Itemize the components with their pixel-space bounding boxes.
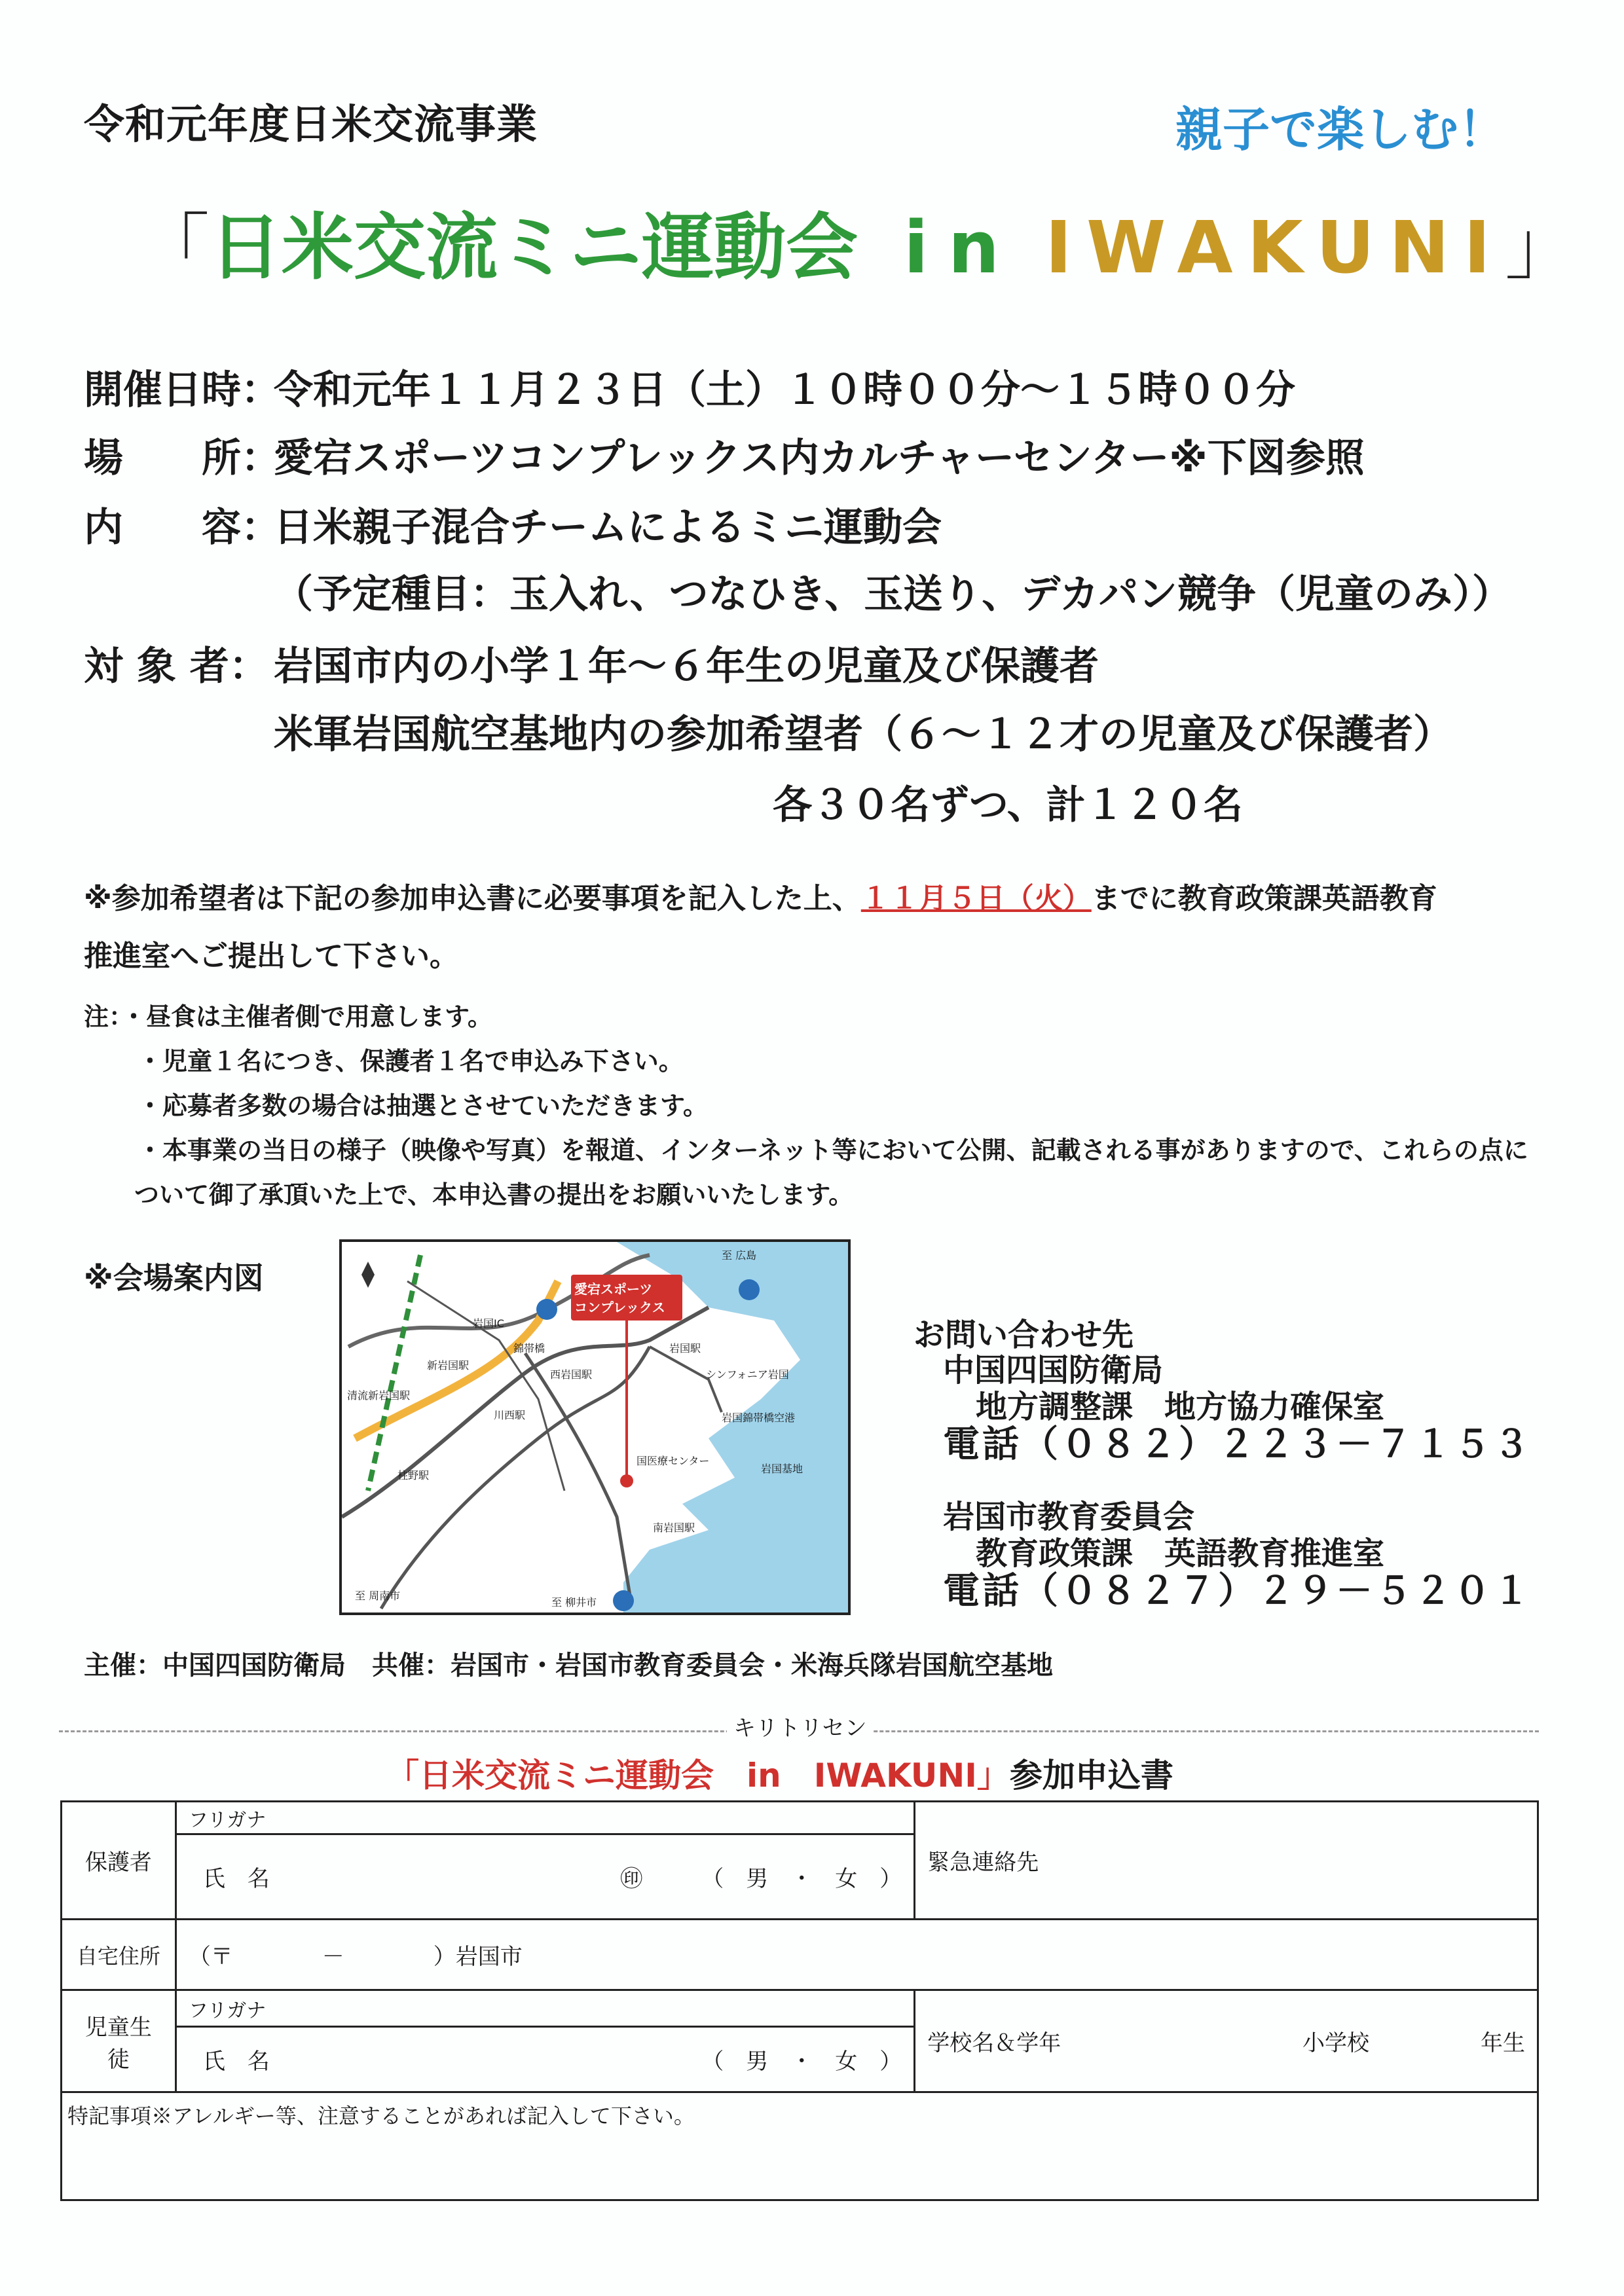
contact-phone-2: 電話（０８２７）２９－５２０１ — [943, 1570, 1532, 1613]
detail-value: 令和元年１１月２３日（土）１０時００分～１５時００分 — [274, 367, 1295, 413]
title-bracket-close: 」 — [1505, 206, 1578, 289]
contact-org-2: 岩国市教育委員会 — [943, 1499, 1195, 1535]
title-bracket-open: 「 — [138, 206, 210, 289]
map-label: 岩国駅 — [669, 1342, 701, 1355]
gender-selector[interactable]: （ 男 ・ 女 ） — [701, 1866, 902, 1892]
map-label: シンフォニア岩国 — [706, 1368, 789, 1381]
address-value: （〒 － ）岩国市 — [188, 1944, 523, 1970]
school-field[interactable] — [915, 1990, 1538, 2092]
child-furigana-field[interactable] — [175, 1990, 914, 2027]
detail-value: 日米親子混合チームによるミニ運動会 — [274, 505, 942, 551]
detail-target — [84, 635, 1099, 691]
application-instruction-2: 推進室へご提出して下さい。 — [84, 939, 458, 973]
detail-date — [84, 359, 1295, 415]
detail-events — [84, 563, 1511, 619]
remarks-field[interactable] — [62, 2092, 1538, 2200]
note-item: 注：・昼食は主催者側で用意します。 — [84, 1002, 492, 1031]
map-label: 至 広島 — [722, 1249, 757, 1262]
route-2-badge — [536, 1299, 557, 1320]
detail-content — [84, 496, 942, 553]
school-suffix: 小学校 — [1302, 2030, 1369, 2056]
guardian-name-field[interactable] — [175, 1834, 914, 1920]
map-label: 岩国IC — [473, 1317, 504, 1330]
application-instruction — [84, 875, 1437, 917]
grade-suffix: 年生 — [1481, 2030, 1525, 2056]
guardian-furigana-field[interactable] — [175, 1802, 914, 1834]
detail-value: （予定種目：玉入れ、つなひき、玉送り、デカパン競争（児童のみ）） — [274, 572, 1511, 617]
remarks-label: 特記事項※アレルギー等、注意することがあれば記入して下さい。 — [67, 2104, 695, 2128]
detail-label: 対 象 者： — [84, 644, 268, 689]
title-place: IWAKUNI — [1045, 206, 1505, 289]
map-label: 岩国基地 — [761, 1463, 803, 1475]
map-label: 川西駅 — [494, 1409, 526, 1421]
school-label: 学校名＆学年 — [927, 2030, 1061, 2056]
organizers: 主催：中国四国防衛局 共催：岩国市・岩国市教育委員会・米海兵隊岩国航空基地 — [84, 1650, 1053, 1681]
note-item: ・応募者多数の場合は抽選とさせていただきます。 — [138, 1091, 708, 1120]
map-label: 錦帯橋 — [513, 1342, 545, 1355]
title-in: in — [904, 206, 1020, 289]
application-post: までに教育政策課英語教育 — [1091, 882, 1437, 915]
form-title-main: 日米交流ミニ運動会 in IWAKUNI — [419, 1757, 977, 1795]
map-label: 岩国錦帯橋空港 — [722, 1412, 796, 1424]
emergency-contact-field[interactable] — [915, 1802, 1538, 1920]
guardian-name-row — [189, 1861, 902, 1893]
form-title-bracket: 」 — [976, 1757, 1010, 1795]
note-item: ・本事業の当日の様子（映像や写真）を報道、インターネット等において公開、記載される事がありますので、これらの点に — [138, 1136, 1528, 1165]
address-field[interactable] — [175, 1920, 1538, 1990]
north-arrow-icon — [361, 1262, 375, 1288]
form-title-bracket: 「 — [386, 1757, 419, 1795]
detail-value: 各３０名ずつ、計１２０名 — [773, 782, 1243, 828]
contact-dept-2: 教育政策課 英語教育推進室 — [976, 1535, 1385, 1572]
venue-marker — [620, 1474, 633, 1487]
catchphrase: 親子で楽しむ！ — [1175, 102, 1506, 157]
furigana-label: フリガナ — [188, 1808, 267, 1832]
detail-target-base — [84, 703, 1452, 759]
detail-value: 愛宕スポーツコンプレックス内カルチャーセンター※下図参照 — [274, 435, 1365, 481]
seal-and-gender — [620, 1861, 902, 1893]
guardian-label: 保護者 — [62, 1802, 176, 1920]
venue-label-line: 愛宕スポーツ — [574, 1281, 653, 1297]
application-form — [60, 1800, 1539, 2201]
detail-label: 内 容： — [84, 505, 280, 551]
event-title — [138, 190, 1577, 293]
application-pre: ※参加希望者は下記の参加申込書に必要事項を記入した上、 — [84, 882, 861, 915]
map-label: 清流新岩国駅 — [347, 1389, 411, 1402]
map-label: 至 周南市 — [355, 1590, 401, 1602]
name-label: 氏 名 — [202, 1866, 270, 1892]
venue-label — [574, 1280, 665, 1317]
route-2-badge-east — [739, 1279, 760, 1300]
detail-value: 米軍岩国航空基地内の参加希望者（６～１２才の児童及び保護者） — [274, 712, 1452, 757]
program-name: 令和元年度日米交流事業 — [84, 100, 538, 148]
detail-capacity — [773, 774, 1243, 830]
name-label: 氏 名 — [202, 2049, 270, 2075]
emergency-contact-label: 緊急連絡先 — [927, 1850, 1039, 1876]
map-label: 南岩国駅 — [653, 1522, 695, 1534]
detail-value: 岩国市内の小学１年～６年生の児童及び保護者 — [274, 644, 1099, 689]
school-row — [927, 2025, 1525, 2057]
shinkansen-line — [368, 1255, 420, 1491]
contact-heading: お問い合わせ先 — [913, 1317, 1134, 1353]
form-title-suffix: 参加申込書 — [1009, 1757, 1173, 1795]
note-item: ・児童１名につき、保護者１名で申込み下さい。 — [138, 1047, 684, 1076]
seal-mark: ㊞ — [620, 1866, 643, 1892]
contact-dept-1: 地方調整課 地方協力確保室 — [976, 1389, 1385, 1425]
map-heading: ※会場案内図 — [84, 1260, 264, 1296]
detail-label: 場 所： — [84, 435, 280, 481]
map-label: 至 柳井市 — [551, 1596, 597, 1609]
detail-place — [84, 427, 1365, 483]
gender-selector[interactable]: （ 男 ・ 女 ） — [701, 2049, 902, 2075]
detail-label: 開催日時： — [84, 367, 280, 413]
venue-map — [339, 1239, 851, 1615]
contact-phone-1: 電話（０８２）２２３－７１５３ — [943, 1423, 1532, 1466]
contact-org-1: 中国四国防衛局 — [943, 1352, 1164, 1389]
child-name-field[interactable] — [175, 2027, 914, 2092]
furigana-label: フリガナ — [188, 1999, 267, 2022]
map-label: 柱野駅 — [397, 1469, 430, 1482]
address-label: 自宅住所 — [62, 1920, 176, 1990]
route-188-badge — [613, 1590, 634, 1611]
deadline: １１月５日（火） — [860, 882, 1092, 915]
title-main: 日米交流ミニ運動会 — [210, 206, 858, 289]
note-item: ついて御了承頂いた上で、本申込書の提出をお願いいたします。 — [134, 1180, 854, 1209]
map-label: 国医療センター — [637, 1455, 710, 1467]
cut-line-label: キリトリセン — [727, 1710, 874, 1742]
map-label: 西岩国駅 — [550, 1368, 593, 1381]
form-title — [386, 1749, 1173, 1796]
map-label: 新岩国駅 — [427, 1359, 470, 1372]
child-label: 児童生徒 — [62, 1990, 176, 2092]
child-name-row — [189, 2043, 902, 2075]
venue-label-line: コンプレックス — [574, 1300, 665, 1315]
school-suffixes — [1302, 2025, 1525, 2057]
